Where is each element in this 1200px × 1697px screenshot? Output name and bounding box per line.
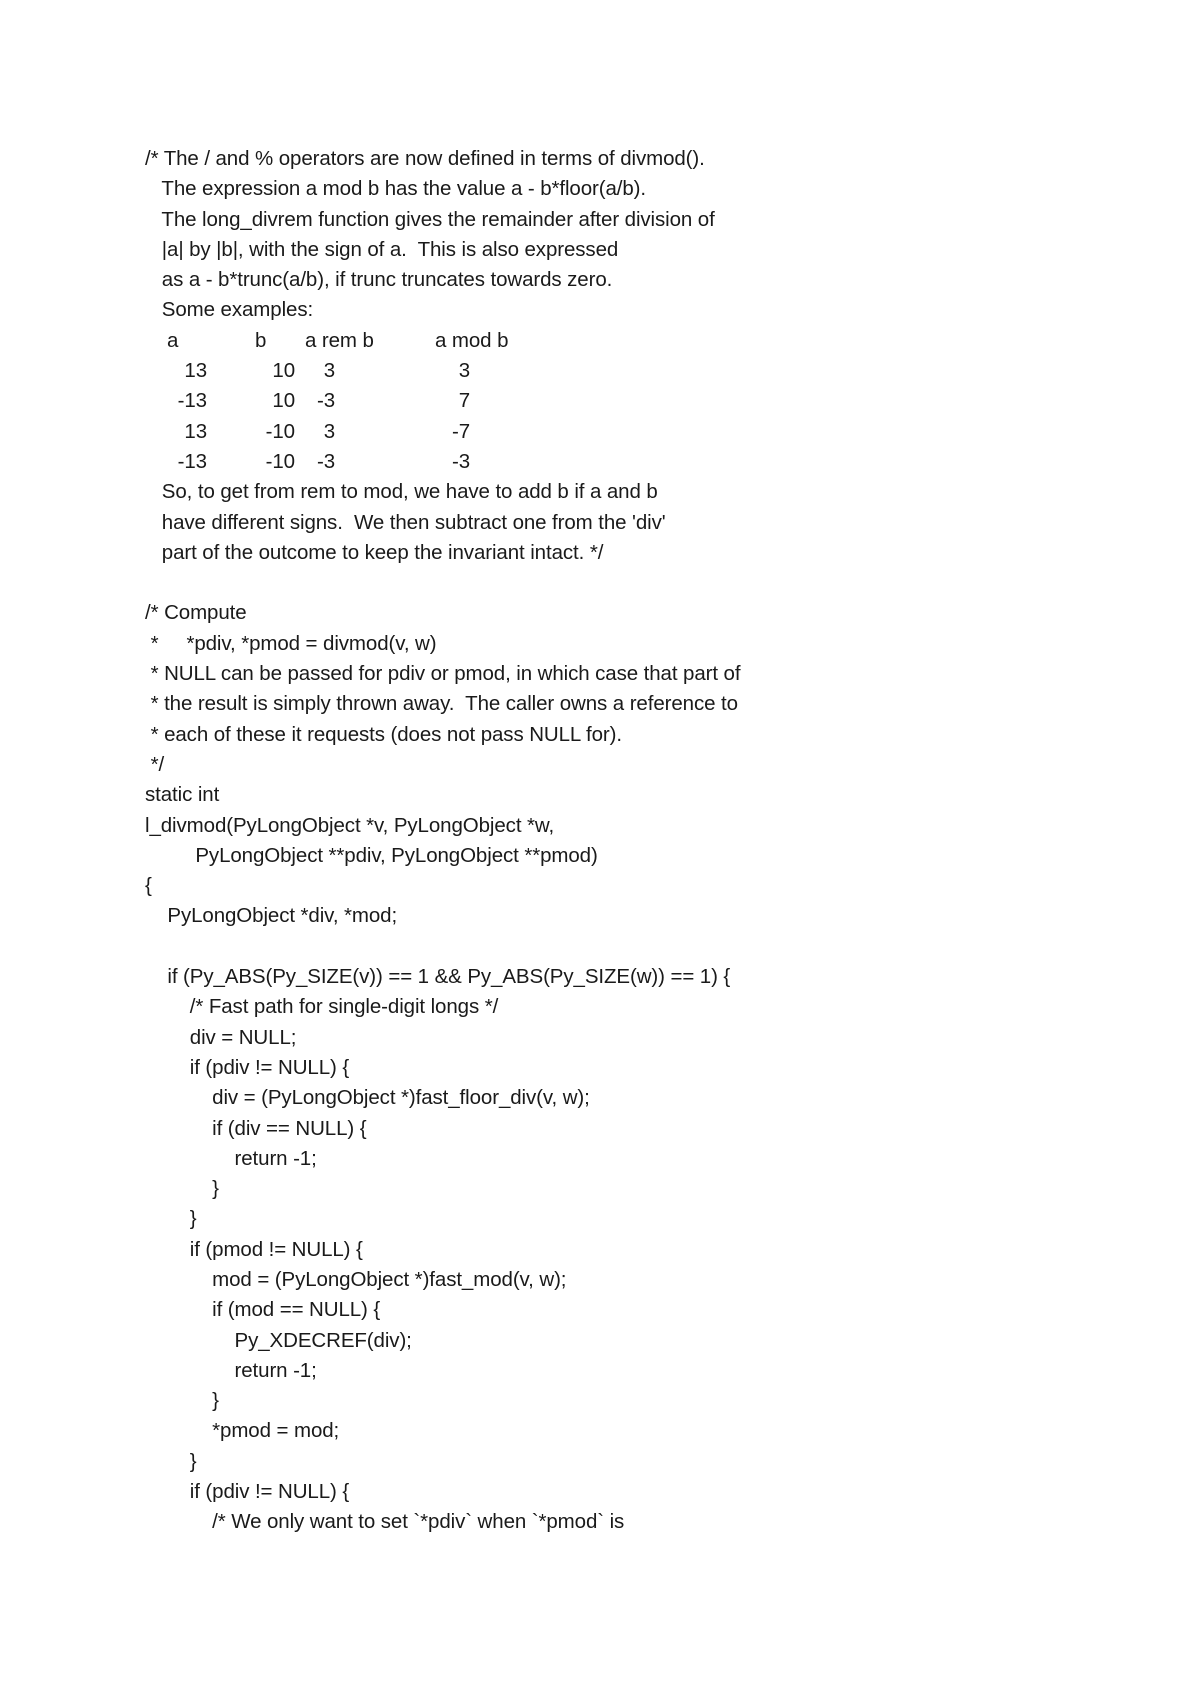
code-line: } — [145, 1389, 219, 1413]
comment-line: Some examples: — [145, 298, 314, 322]
comment-line: |a| by |b|, with the sign of a. This is also expressed — [145, 237, 619, 261]
cell-mod: 3 — [458, 359, 470, 383]
code-line: * the result is simply thrown away. The caller owns a reference to — [145, 692, 738, 716]
cell-b: 10 — [272, 359, 295, 383]
code-line: if (pdiv != NULL) { — [145, 1480, 350, 1504]
code-line: l_divmod(PyLongObject *v, PyLongObject *w, — [145, 813, 555, 837]
blank-line — [145, 568, 1145, 598]
cell-mod: -3 — [451, 449, 470, 473]
code-line: */ — [145, 752, 165, 776]
code-line: *pmod = mod; — [145, 1419, 340, 1443]
examples-table-header — [145, 326, 1145, 356]
code-line: * *pdiv, *pmod = divmod(v, w) — [145, 631, 437, 655]
cell-mod: -7 — [451, 419, 470, 443]
code-line: if (pmod != NULL) { — [145, 1237, 363, 1261]
header-a: a — [167, 328, 179, 352]
comment-line: The expression a mod b has the value a - b*floor(a/b). — [145, 177, 647, 201]
table-row — [145, 447, 1145, 477]
code-line: static int — [145, 783, 220, 807]
cell-a: -13 — [177, 449, 207, 473]
comment-line: part of the outcome to keep the invariant intact. */ — [145, 540, 604, 564]
comment-line: have different signs. We then subtract one from the 'div' — [145, 510, 666, 534]
code-line: mod = (PyLongObject *)fast_mod(v, w); — [145, 1267, 567, 1291]
cell-rem: -3 — [316, 389, 335, 413]
cell-b: -10 — [265, 419, 295, 443]
code-line: * each of these it requests (does not pass NULL for). — [145, 722, 622, 746]
code-line: * NULL can be passed for pdiv or pmod, in which case that part of — [145, 662, 741, 686]
cell-rem: 3 — [323, 419, 335, 443]
code-line: div = NULL; — [145, 1025, 297, 1049]
comment-line: The long_divrem function gives the remainder after division of — [145, 207, 715, 231]
code-line: if (mod == NULL) { — [145, 1298, 381, 1322]
blank-line — [145, 932, 1145, 962]
cell-a: 13 — [184, 359, 207, 383]
header-a-rem-b: a rem b — [305, 328, 374, 352]
code-line: } — [145, 1207, 197, 1231]
cell-a: 13 — [184, 419, 207, 443]
cell-b: 10 — [272, 389, 295, 413]
code-line: PyLongObject *div, *mod; — [145, 904, 398, 928]
code-line: return -1; — [145, 1146, 317, 1170]
code-line: if (div == NULL) { — [145, 1116, 367, 1140]
cell-b: -10 — [265, 449, 295, 473]
code-line: return -1; — [145, 1358, 317, 1382]
code-line: { — [145, 874, 152, 898]
cell-a: -13 — [177, 389, 207, 413]
header-b: b — [255, 328, 267, 352]
cell-rem: -3 — [316, 449, 335, 473]
code-line: PyLongObject **pdiv, PyLongObject **pmod) — [145, 843, 598, 867]
code-listing — [145, 144, 1145, 1538]
code-line: } — [145, 1449, 197, 1473]
code-line: if (Py_ABS(Py_SIZE(v)) == 1 && Py_ABS(Py_SIZE(w)) == 1) { — [145, 965, 731, 989]
code-line: /* Compute — [145, 601, 247, 625]
comment-line: /* The / and % operators are now defined in terms of divmod(). — [145, 147, 705, 170]
code-line: Py_XDECREF(div); — [145, 1328, 412, 1352]
comment-line: So, to get from rem to mod, we have to add b if a and b — [145, 480, 658, 504]
table-row — [145, 386, 1145, 416]
table-row — [145, 417, 1145, 447]
code-line: /* We only want to set `*pdiv` when `*pmod` is — [145, 1510, 625, 1534]
code-line: div = (PyLongObject *)fast_floor_div(v, w); — [145, 1086, 590, 1110]
comment-line: as a - b*trunc(a/b), if trunc truncates towards zero. — [145, 268, 613, 292]
cell-rem: 3 — [323, 359, 335, 383]
header-a-mod-b: a mod b — [435, 328, 509, 352]
code-line: if (pdiv != NULL) { — [145, 1055, 350, 1079]
code-line: /* Fast path for single-digit longs */ — [145, 995, 499, 1019]
table-row — [145, 356, 1145, 386]
cell-mod: 7 — [458, 389, 470, 413]
code-line: } — [145, 1177, 219, 1201]
